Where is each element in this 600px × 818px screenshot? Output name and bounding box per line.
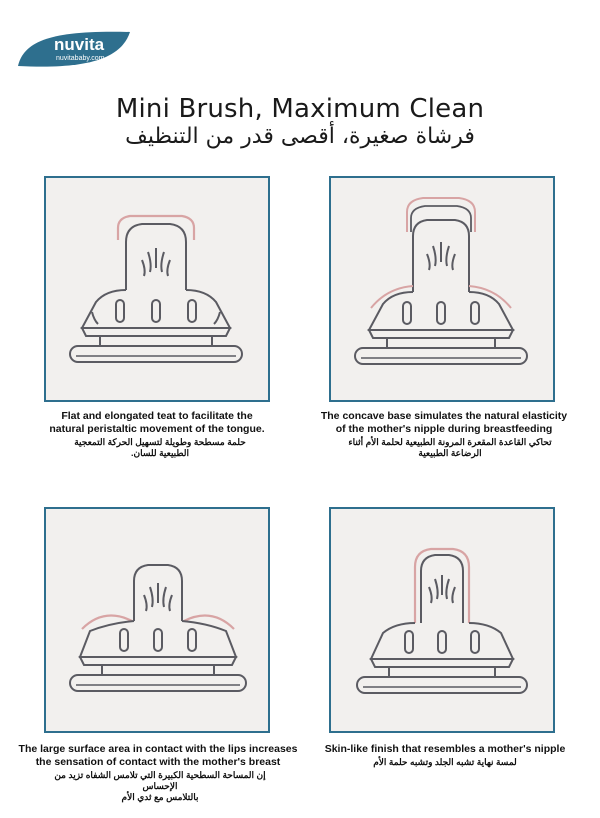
caption-concave-line2: of the mother's nipple during breastfeeding	[335, 423, 553, 435]
caption-concave-base	[306, 410, 582, 436]
caption-surface-arabic	[40, 770, 280, 803]
caption-flat-arabic	[60, 437, 260, 459]
caption-surface-ar-line2: بالتلامس مع ثدي الأم	[121, 792, 199, 802]
caption-skin-finish	[310, 743, 580, 756]
caption-surface-area	[10, 743, 306, 769]
caption-flat-line1: Flat and elongated teat to facilitate the	[61, 410, 253, 422]
caption-flat-ar-line1: حلمة مسطحة وطويلة لتسهيل الحركة التمعجية	[74, 437, 246, 447]
teat-flat-drawing	[46, 178, 268, 400]
teat-concave-drawing	[331, 178, 553, 400]
caption-surface-ar-line1: إن المساحة السطحية الكبيرة التي تلامس الشفاه تزيد من الإحساس	[54, 770, 266, 791]
teat-illustration-concave	[329, 176, 555, 402]
caption-surface-line2: the sensation of contact with the mother's breast	[35, 756, 281, 768]
caption-flat-teat	[20, 410, 294, 436]
page-title-arabic: فرشاة صغيرة، أقصى قدر من التنظيف	[125, 124, 475, 149]
logo-url: nuvitababy.com	[56, 55, 105, 62]
page-title: Mini Brush, Maximum Clean	[115, 94, 485, 124]
logo-name: nuvita	[54, 35, 105, 54]
caption-concave-arabic	[340, 437, 560, 459]
teat-illustration-flat	[44, 176, 270, 402]
caption-flat-ar-line2: الطبيعية للسان.	[130, 448, 190, 458]
caption-concave-ar-line2: الرضاعة الطبيعية	[418, 448, 482, 458]
caption-skin-arabic	[340, 757, 550, 768]
teat-illustration-skin-finish	[329, 507, 555, 733]
caption-surface-line1: The large surface area in contact with the lips increases	[18, 743, 298, 755]
caption-skin-line1: Skin-like finish that resembles a mother's nipple	[324, 743, 566, 755]
teat-skin-drawing	[331, 509, 553, 731]
caption-flat-line2: natural peristaltic movement of the tongue.	[49, 423, 265, 435]
teat-illustration-surface-area	[44, 507, 270, 733]
caption-concave-line1: The concave base simulates the natural elasticity	[320, 410, 568, 422]
caption-skin-ar-line1: لمسة نهاية تشبه الجلد وتشبه حلمة الأم	[373, 757, 517, 767]
teat-surface-drawing	[46, 509, 268, 731]
caption-concave-ar-line1: تحاكي القاعدة المقعرة المرونة الطبيعية لحلمة الأم أثناء	[348, 437, 552, 447]
nuvita-logo[interactable]	[14, 26, 132, 72]
logo-leaf-shape	[14, 26, 132, 72]
